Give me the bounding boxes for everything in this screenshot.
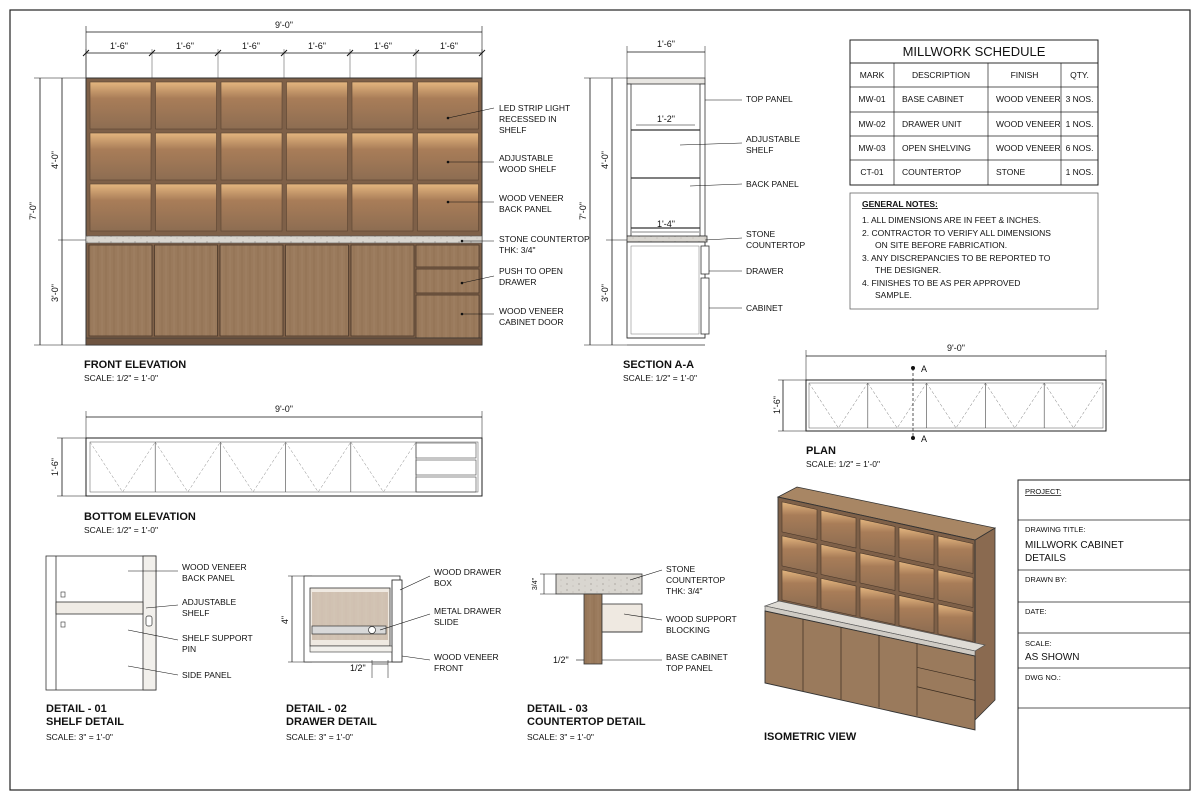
schedule-cell: 6 NOS. xyxy=(1065,143,1094,153)
schedule-title: MILLWORK SCHEDULE xyxy=(902,44,1046,59)
note-line-1: 1. ALL DIMENSIONS ARE IN FEET & INCHES. xyxy=(862,215,1042,225)
general-notes xyxy=(850,193,1098,309)
toe-kick xyxy=(86,338,482,345)
plan-view xyxy=(772,343,1106,469)
d3-label-support-1: WOOD SUPPORT xyxy=(666,614,737,624)
shelf-cell xyxy=(287,82,348,129)
drawer-front xyxy=(416,245,479,267)
label-sec-cabinet: CABINET xyxy=(746,303,783,313)
dim-overall-width: 9'-0" xyxy=(275,20,293,30)
shelf-cell xyxy=(221,82,282,129)
schedule-cell: WOOD VENEER xyxy=(996,143,1061,153)
tb-scale-label: SCALE: xyxy=(1025,639,1052,648)
dim-section-inner-1: 1'-2" xyxy=(657,114,675,124)
bottom-elevation xyxy=(50,404,482,535)
label-led-strip-3: SHELF xyxy=(499,125,527,135)
tb-drawing-title-label: DRAWING TITLE: xyxy=(1025,525,1086,534)
detail-02-drawer xyxy=(280,567,501,742)
shelf-cell xyxy=(418,82,479,129)
label-led-strip-2: RECESSED IN xyxy=(499,114,557,124)
isometric-title: ISOMETRIC VIEW xyxy=(764,731,857,743)
shelf-cell xyxy=(352,82,413,129)
dim-overall-height: 7'-0" xyxy=(28,202,38,220)
shelf-cell xyxy=(418,133,479,180)
shelf-cell xyxy=(156,184,217,231)
schedule-cell: MW-02 xyxy=(858,119,886,129)
dim-d2-height: 4" xyxy=(280,615,290,625)
dim-bottom-depth: 1'-6" xyxy=(50,458,60,476)
tb-drawn-by-label: DRAWN BY: xyxy=(1025,575,1067,584)
schedule-cell: DRAWER UNIT xyxy=(902,119,962,129)
label-sec-adjustable-1: ADJUSTABLE xyxy=(746,134,801,144)
cabinet-door xyxy=(155,245,218,336)
drawer-front xyxy=(416,295,479,338)
label-push-drawer-1: PUSH TO OPEN xyxy=(499,266,563,276)
schedule-header: DESCRIPTION xyxy=(911,70,971,80)
d1-label-pin-1: SHELF SUPPORT xyxy=(182,633,253,643)
cabinet-door xyxy=(220,245,283,336)
schedule-cell: CT-01 xyxy=(860,167,884,177)
label-back-panel-2: BACK PANEL xyxy=(499,204,552,214)
shelf-cell xyxy=(418,184,479,231)
note-line-4: 3. ANY DISCREPANCIES TO BE REPORTED TO xyxy=(862,253,1051,263)
dim-section-upper: 4'-0" xyxy=(600,151,610,169)
label-top-panel: TOP PANEL xyxy=(746,94,793,104)
schedule-cell: WOOD VENEER xyxy=(996,94,1061,104)
schedule-cell: 3 NOS. xyxy=(1065,94,1094,104)
dim-bay-6: 1'-6" xyxy=(440,41,458,51)
cabinet-door xyxy=(351,245,414,336)
dim-section-height: 7'-0" xyxy=(578,202,588,220)
detail-02-scale: SCALE: 3" = 1'-0" xyxy=(286,732,353,742)
detail-02-title-1: DETAIL - 02 xyxy=(286,703,347,715)
d1-label-pin-2: PIN xyxy=(182,644,197,654)
detail-01-title-2: SHELF DETAIL xyxy=(46,716,125,728)
tb-date-label: DATE: xyxy=(1025,607,1047,616)
dim-d3-gap: 1/2" xyxy=(553,655,569,665)
label-adjustable-shelf-2: WOOD SHELF xyxy=(499,164,557,174)
schedule-cell: 1 NOS. xyxy=(1065,119,1094,129)
title-block xyxy=(1018,480,1190,790)
dim-bay-3: 1'-6" xyxy=(242,41,260,51)
dim-section-depth: 1'-6" xyxy=(657,39,675,49)
shelf-cell xyxy=(156,82,217,129)
dim-bay-4: 1'-6" xyxy=(308,41,326,51)
dim-upper-height: 4'-0" xyxy=(50,151,60,169)
d2-label-front-1: WOOD VENEER xyxy=(434,652,499,662)
plan-scale: SCALE: 1/2" = 1'-0" xyxy=(806,459,881,469)
detail-01-shelf xyxy=(46,556,253,742)
d3-label-stone-3: THK: 3/4" xyxy=(666,586,703,596)
shelf-cell xyxy=(221,133,282,180)
shelf-cell xyxy=(221,184,282,231)
drawer-front xyxy=(416,269,479,293)
dim-d2-gap: 1/2" xyxy=(350,663,366,673)
cabinet-door xyxy=(286,245,349,336)
d3-label-base-2: TOP PANEL xyxy=(666,663,713,673)
label-adjustable-shelf-1: ADJUSTABLE xyxy=(499,153,554,163)
shelf-cell xyxy=(287,184,348,231)
schedule-cell: WOOD VENEER xyxy=(996,119,1061,129)
label-stone-countertop-2: THK: 3/4" xyxy=(499,245,536,255)
dim-bay-5: 1'-6" xyxy=(374,41,392,51)
note-line-2: 2. CONTRACTOR TO VERIFY ALL DIMENSIONS xyxy=(862,228,1051,238)
schedule-cell: MW-01 xyxy=(858,94,886,104)
label-cabinet-door-2: CABINET DOOR xyxy=(499,317,564,327)
dim-bay-2: 1'-6" xyxy=(176,41,194,51)
detail-01-title-1: DETAIL - 01 xyxy=(46,703,107,715)
notes-title: GENERAL NOTES: xyxy=(862,199,938,209)
note-line-3: ON SITE BEFORE FABRICATION. xyxy=(875,240,1008,250)
schedule-header: QTY. xyxy=(1070,70,1089,80)
dim-plan-width: 9'-0" xyxy=(947,343,965,353)
dim-plan-depth: 1'-6" xyxy=(772,396,782,414)
tb-project-label: PROJECT: xyxy=(1025,487,1062,496)
schedule-cell: 1 NOS. xyxy=(1065,167,1094,177)
detail-03-title-2: COUNTERTOP DETAIL xyxy=(527,716,646,728)
note-line-7: SAMPLE. xyxy=(875,290,912,300)
dim-section-lower: 3'-0" xyxy=(600,284,610,302)
d1-label-back-2: BACK PANEL xyxy=(182,573,235,583)
dim-lower-height: 3'-0" xyxy=(50,284,60,302)
shelf-cell xyxy=(90,82,151,129)
detail-03-scale: SCALE: 3" = 1'-0" xyxy=(527,732,594,742)
d1-label-shelf-1: ADJUSTABLE xyxy=(182,597,237,607)
d3-label-stone-2: COUNTERTOP xyxy=(666,575,726,585)
tb-dwg-no-label: DWG NO.: xyxy=(1025,673,1061,682)
d1-label-shelf-2: SHELF xyxy=(182,608,210,618)
shelf-cell xyxy=(352,184,413,231)
dim-bottom-width: 9'-0" xyxy=(275,404,293,414)
label-push-drawer-2: DRAWER xyxy=(499,277,537,287)
isometric-view xyxy=(764,487,995,743)
d2-label-box-1: WOOD DRAWER xyxy=(434,567,502,577)
detail-03-title-1: DETAIL - 03 xyxy=(527,703,588,715)
schedule-cell: STONE xyxy=(996,167,1026,177)
schedule-cell: BASE CABINET xyxy=(902,94,964,104)
label-back-panel-1: WOOD VENEER xyxy=(499,193,564,203)
shelf-cell xyxy=(352,133,413,180)
d2-label-box-2: BOX xyxy=(434,578,452,588)
front-elevation xyxy=(28,20,590,383)
d2-label-slide-2: SLIDE xyxy=(434,617,459,627)
note-line-6: 4. FINISHES TO BE AS PER APPROVED xyxy=(862,278,1021,288)
dim-d3-thickness: 3/4" xyxy=(532,577,539,591)
d2-label-front-2: FRONT xyxy=(434,663,464,673)
millwork-schedule xyxy=(850,40,1098,185)
tb-scale-value: AS SHOWN xyxy=(1025,652,1080,663)
d3-label-base-1: BASE CABINET xyxy=(666,652,728,662)
detail-02-title-2: DRAWER DETAIL xyxy=(286,716,377,728)
schedule-header: FINISH xyxy=(1010,70,1039,80)
bottom-elevation-title: BOTTOM ELEVATION xyxy=(84,511,196,523)
d2-label-slide-1: METAL DRAWER xyxy=(434,606,502,616)
detail-03-countertop xyxy=(527,564,737,742)
label-cabinet-door-1: WOOD VENEER xyxy=(499,306,564,316)
bottom-elevation-scale: SCALE: 1/2" = 1'-0" xyxy=(84,525,159,535)
label-sec-drawer: DRAWER xyxy=(746,266,784,276)
cabinet-door xyxy=(89,245,152,336)
label-sec-stone-1: STONE xyxy=(746,229,776,239)
shelf-cell xyxy=(287,133,348,180)
section-aa-title: SECTION A-A xyxy=(623,359,695,371)
shelf-cell xyxy=(156,133,217,180)
stone-countertop xyxy=(86,236,482,243)
label-led-strip-1: LED STRIP LIGHT xyxy=(499,103,571,113)
d3-label-support-2: BLOCKING xyxy=(666,625,710,635)
shelf-cell xyxy=(90,184,151,231)
d3-label-stone-1: STONE xyxy=(666,564,696,574)
dim-section-inner-2: 1'-4" xyxy=(657,219,675,229)
label-sec-back-panel: BACK PANEL xyxy=(746,179,799,189)
front-elevation-scale: SCALE: 1/2" = 1'-0" xyxy=(84,373,159,383)
schedule-cell: COUNTERTOP xyxy=(902,167,962,177)
note-line-5: THE DESIGNER. xyxy=(875,265,942,275)
section-mark-a-top: A xyxy=(921,364,928,374)
schedule-cell: OPEN SHELVING xyxy=(902,143,971,153)
dim-bay-1: 1'-6" xyxy=(110,41,128,51)
section-aa-scale: SCALE: 1/2" = 1'-0" xyxy=(623,373,698,383)
label-sec-adjustable-2: SHELF xyxy=(746,145,774,155)
d1-label-back-1: WOOD VENEER xyxy=(182,562,247,572)
tb-drawing-title-2: DETAILS xyxy=(1025,553,1066,564)
label-stone-countertop-1: STONE COUNTERTOP xyxy=(499,234,590,244)
shelf-cell xyxy=(90,133,151,180)
d1-label-side: SIDE PANEL xyxy=(182,670,232,680)
tb-drawing-title-1: MILLWORK CABINET xyxy=(1025,540,1124,551)
schedule-header: MARK xyxy=(859,70,885,80)
front-elevation-title: FRONT ELEVATION xyxy=(84,359,187,371)
plan-title: PLAN xyxy=(806,445,836,457)
section-mark-a-bottom: A xyxy=(921,434,928,444)
schedule-cell: MW-03 xyxy=(858,143,886,153)
label-sec-stone-2: COUNTERTOP xyxy=(746,240,806,250)
detail-01-scale: SCALE: 3" = 1'-0" xyxy=(46,732,113,742)
section-a-a xyxy=(578,39,806,383)
